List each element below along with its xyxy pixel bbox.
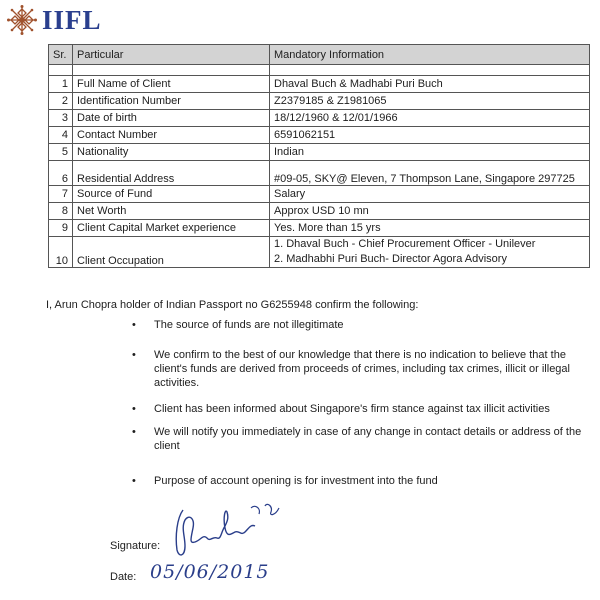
row-particular: Date of birth [73,110,270,127]
row-number: 2 [49,93,73,110]
confirmation-bullet-list [132,318,592,488]
row-number: 7 [49,186,73,203]
table-row [49,186,590,203]
row-particular: Contact Number [73,127,270,144]
row-info: Yes. More than 15 yrs [270,220,590,237]
row-info: Salary [270,186,590,203]
header-mandatory-information: Mandatory Information [270,45,590,65]
occupation-line-1: 1. Dhaval Buch - Chief Procurement Officer - Unilever [274,238,536,250]
row-number: 1 [49,76,73,93]
row-info: 6591062151 [270,127,590,144]
occupation-line-2: 2. Madhabhi Puri Buch- Director Agora Advisory [274,253,507,265]
row-number: 4 [49,127,73,144]
row-info: Z2379185 & Z1981065 [270,93,590,110]
table-row [49,144,590,161]
handwritten-signature [155,498,295,568]
table-row [49,110,590,127]
table-row [49,237,590,268]
table-row [49,76,590,93]
row-number: 6 [49,161,73,186]
row-info: Indian [270,144,590,161]
date-value: 05/06/2015 [150,561,270,583]
signature-label: Signature: [110,540,161,552]
row-particular: Residential Address [73,161,270,186]
row-number: 10 [49,237,73,268]
row-particular: Full Name of Client [73,76,270,93]
row-number: 8 [49,203,73,220]
client-info-table [48,44,590,268]
row-particular: Net Worth [73,203,270,220]
table-row [49,127,590,144]
bullet-item: • The source of funds are not illegitimate [132,318,592,332]
row-info: 18/12/1960 & 12/01/1966 [270,110,590,127]
row-particular: Identification Number [73,93,270,110]
table-header-row [49,45,590,65]
row-number: 3 [49,110,73,127]
row-particular: Nationality [73,144,270,161]
row-info [270,237,590,268]
table-row [49,203,590,220]
date-label: Date: [110,571,137,583]
bullet-item: • Client has been informed about Singapore's firm stance against tax illicit activities [132,402,592,416]
lotus-emblem-icon [6,4,38,36]
row-particular: Client Occupation [73,237,270,268]
row-number: 5 [49,144,73,161]
row-info: #09-05, SKY@ Eleven, 7 Thompson Lane, Singapore 297725 [270,161,590,186]
header-particular: Particular [73,45,270,65]
row-particular: Client Capital Market experience [73,220,270,237]
logo-text: IIFL [42,5,102,35]
bullet-item: • We confirm to the best of our knowledge that there is no indication to believe that the client's funds are derived from proceeds of crimes, including tax crimes, illicit or illegal activities. [132,348,592,390]
table-row [49,220,590,237]
table-row [49,161,590,186]
table-spacer-row [49,65,590,76]
row-info: Dhaval Buch & Madhabi Puri Buch [270,76,590,93]
row-number: 9 [49,220,73,237]
bullet-item: • We will notify you immediately in case of any change in contact details or address of the client [132,425,592,453]
bullet-item: • Purpose of account opening is for investment into the fund [132,474,592,488]
table-row [49,93,590,110]
confirmation-statement: I, Arun Chopra holder of Indian Passport no G6255948 confirm the following: [46,299,419,311]
row-particular: Source of Fund [73,186,270,203]
company-logo [6,4,102,36]
row-info: Approx USD 10 mn [270,203,590,220]
header-sr: Sr. [49,45,73,65]
